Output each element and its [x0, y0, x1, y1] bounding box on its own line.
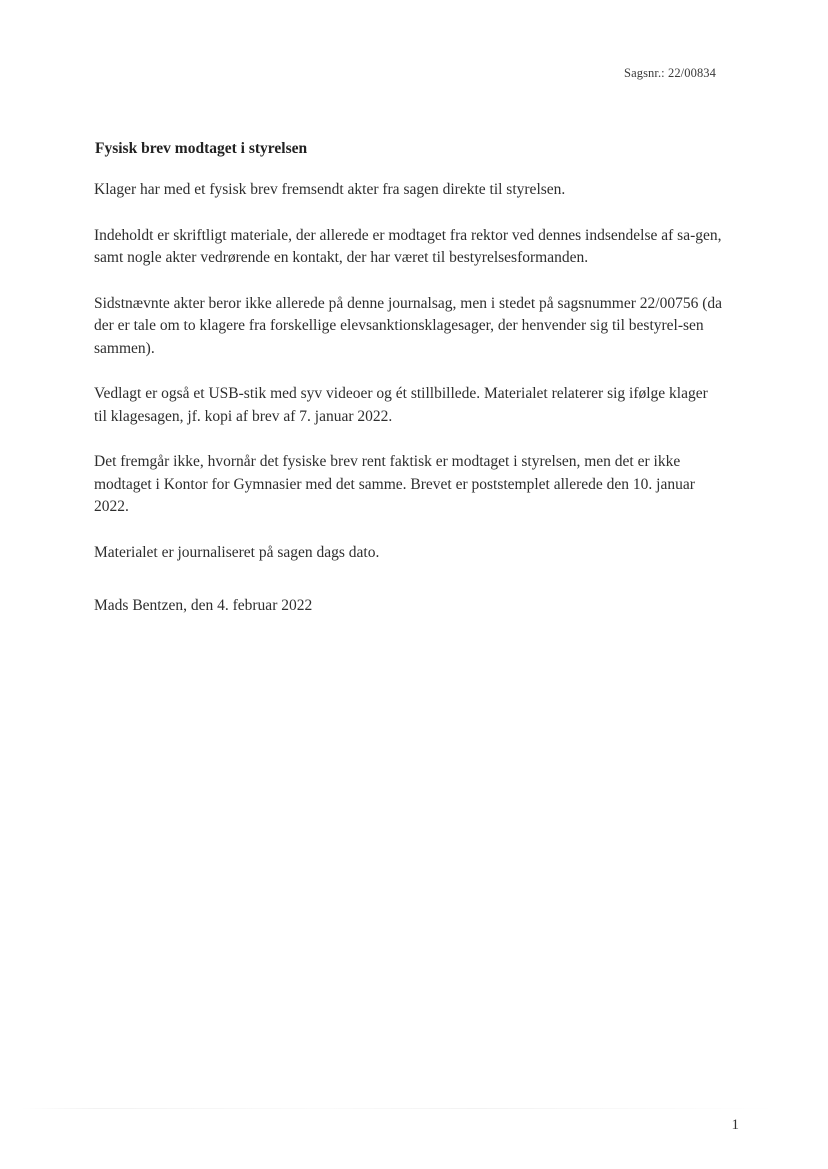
document-body [94, 179, 724, 587]
scan-artifact-line [20, 1108, 780, 1109]
paragraph-6: Materialet er journaliseret på sagen dags dato. [94, 543, 380, 561]
paragraph-2: Indeholdt er skriftligt materiale, der allerede er modtaget fra rektor ved dennes indsendelse af sa-gen, samt nogle akter vedrørende en kontakt, der har været til bestyrelsesformanden. [94, 226, 722, 266]
paragraph-1: Klager har med et fysisk brev fremsendt akter fra sagen direkte til styrelsen. [94, 181, 566, 198]
page-number: 1 [731, 1117, 739, 1133]
paragraph-4: Vedlagt er også et USB-stik med syv videoer og ét stillbillede. Materialet relaterer sig ifølge klager til klagesagen, jf. kopi af brev af 7. januar 2022. [94, 385, 708, 425]
case-number: Sagsnr.: 22/00834 [624, 66, 716, 80]
document-title: Fysisk brev modtaget i styrelsen [95, 140, 308, 157]
paragraph-5: Det fremgår ikke, hvornår det fysiske brev rent faktisk er modtaget i styrelsen, men det er ikke modtaget i Kontor for Gymnasier med det samme. Brevet er poststemplet allerede den 10. januar 2022. [94, 453, 695, 515]
paragraph-3: Sidstnævnte akter beror ikke allerede på denne journalsag, men i stedet på sagsnummer 22/00756 (da der er tale om to klagere fra forskellige elevsanktionsklagesager, der henvender sig til bestyrel-sen sammen). [94, 294, 722, 357]
signature-line: Mads Bentzen, den 4. februar 2022 [94, 597, 313, 614]
